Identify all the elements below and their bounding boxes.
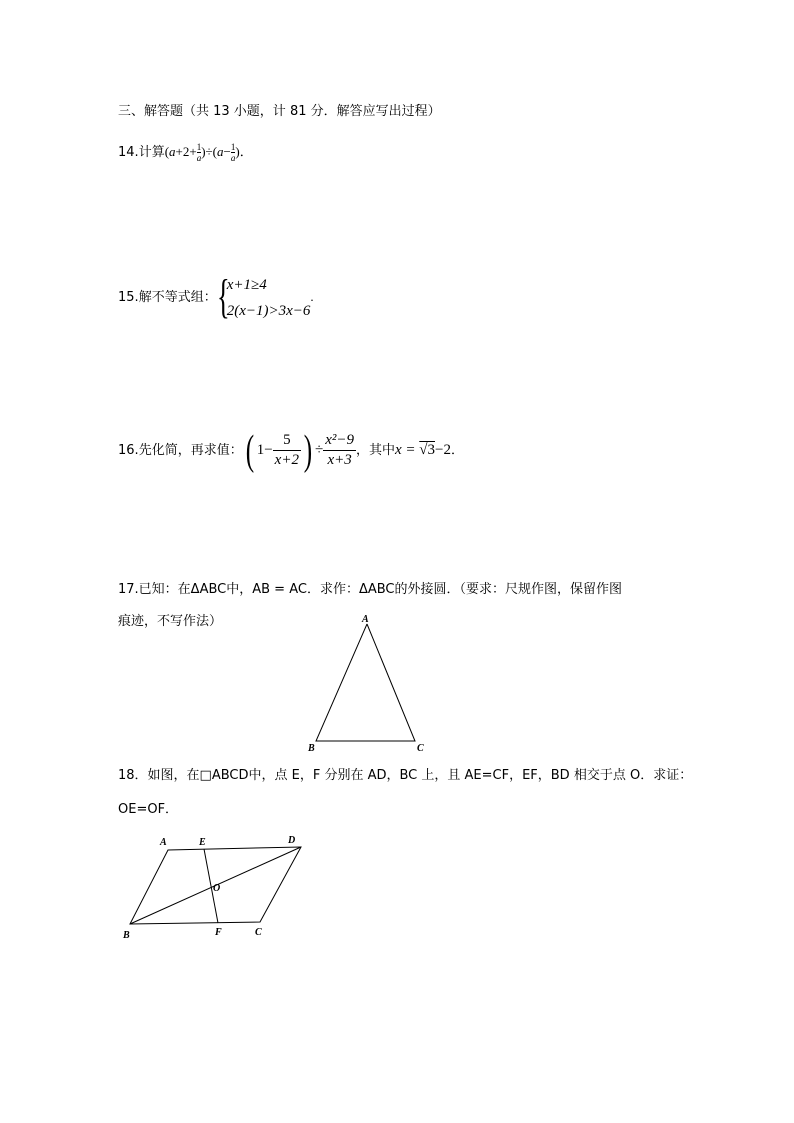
q14-frac1-num: 1 bbox=[196, 142, 202, 152]
question-15 bbox=[118, 270, 314, 325]
q14-open-paren: ( bbox=[164, 144, 170, 159]
q15-inequality-1: x+1≥4 bbox=[226, 276, 267, 293]
q16-frac2-den: x+3 bbox=[327, 452, 352, 468]
parallelogram-label-e: E bbox=[199, 837, 206, 848]
q16-right-paren: ) bbox=[303, 427, 313, 474]
triangle-label-c: C bbox=[417, 743, 424, 754]
q14-number: 14. bbox=[118, 145, 139, 160]
q15-brace: { bbox=[216, 269, 230, 323]
q16-x-eq: x = bbox=[394, 442, 420, 458]
q16-minus-two: −2 bbox=[435, 442, 451, 458]
q14-minus: − bbox=[223, 144, 231, 159]
question-18-line-2: OE=OF． bbox=[118, 802, 179, 817]
q16-left-paren: ( bbox=[245, 427, 254, 474]
q16-frac1-num: 5 bbox=[273, 431, 301, 451]
question-18-line-1: 18．如图，在□ABCD中，点 E，F 分别在 AD，BC 上，且 AE=CF，EF，BD 相交于点 O．求证： bbox=[118, 768, 693, 783]
question-14 bbox=[118, 140, 253, 165]
q16-div: ÷ bbox=[314, 442, 324, 458]
q16-one-minus: 1− bbox=[256, 442, 273, 458]
q16-sqrt: √3 bbox=[419, 442, 435, 458]
q16-fraction-2 bbox=[323, 431, 356, 470]
q16-fraction-1 bbox=[273, 431, 301, 470]
parallelogram-label-a: A bbox=[160, 837, 167, 848]
q14-close: )． bbox=[235, 144, 253, 159]
q16-where: ，其中 bbox=[355, 443, 395, 458]
question-17-line-2: 痕迹，不写作法） bbox=[118, 614, 223, 629]
section-header: 三、解答题（共 13 小题，计 81 分．解答应写出过程） bbox=[118, 104, 441, 119]
q14-plus-two: +2+ bbox=[175, 144, 197, 159]
q16-frac2-num: x²−9 bbox=[323, 431, 356, 451]
q15-number: 15. bbox=[118, 290, 139, 305]
triangle-figure bbox=[300, 610, 440, 760]
parallelogram-label-d: D bbox=[288, 835, 296, 846]
parallelogram-figure bbox=[115, 828, 315, 943]
question-17-line-1: 17.已知：在ΔABC中，AB = AC．求作：ΔABC的外接圆．（要求：尺规作图，保留作图 bbox=[118, 582, 622, 597]
q15-inequality-system bbox=[216, 269, 314, 324]
q14-var-a2: a bbox=[217, 144, 224, 159]
q16-frac1-den: x+2 bbox=[274, 452, 299, 468]
q14-var-a: a bbox=[169, 144, 176, 159]
question-16 bbox=[118, 428, 464, 473]
q15-inequality-2: 2(x−1)>3x−6 bbox=[226, 302, 311, 319]
parallelogram-label-o: O bbox=[213, 883, 221, 894]
q15-label: 解不等式组： bbox=[138, 290, 217, 305]
q14-frac1-den: a bbox=[196, 153, 202, 163]
q14-label: 计算 bbox=[138, 145, 165, 160]
q15-end: . bbox=[310, 289, 314, 304]
triangle-label-b: B bbox=[308, 743, 315, 754]
q14-close-div: )÷( bbox=[201, 144, 218, 159]
q16-end: ． bbox=[450, 442, 464, 457]
q16-number: 16. bbox=[118, 443, 139, 458]
q14-frac2-den: a bbox=[230, 153, 236, 163]
triangle-label-a: A bbox=[362, 614, 369, 625]
triangle-abc bbox=[316, 624, 415, 741]
parallelogram-label-f: F bbox=[215, 927, 222, 938]
parallelogram-label-b: B bbox=[123, 930, 130, 941]
q16-label: 先化简，再求值： bbox=[138, 443, 243, 458]
q14-frac2-num: 1 bbox=[230, 142, 236, 152]
parallelogram-label-c: C bbox=[255, 927, 262, 938]
